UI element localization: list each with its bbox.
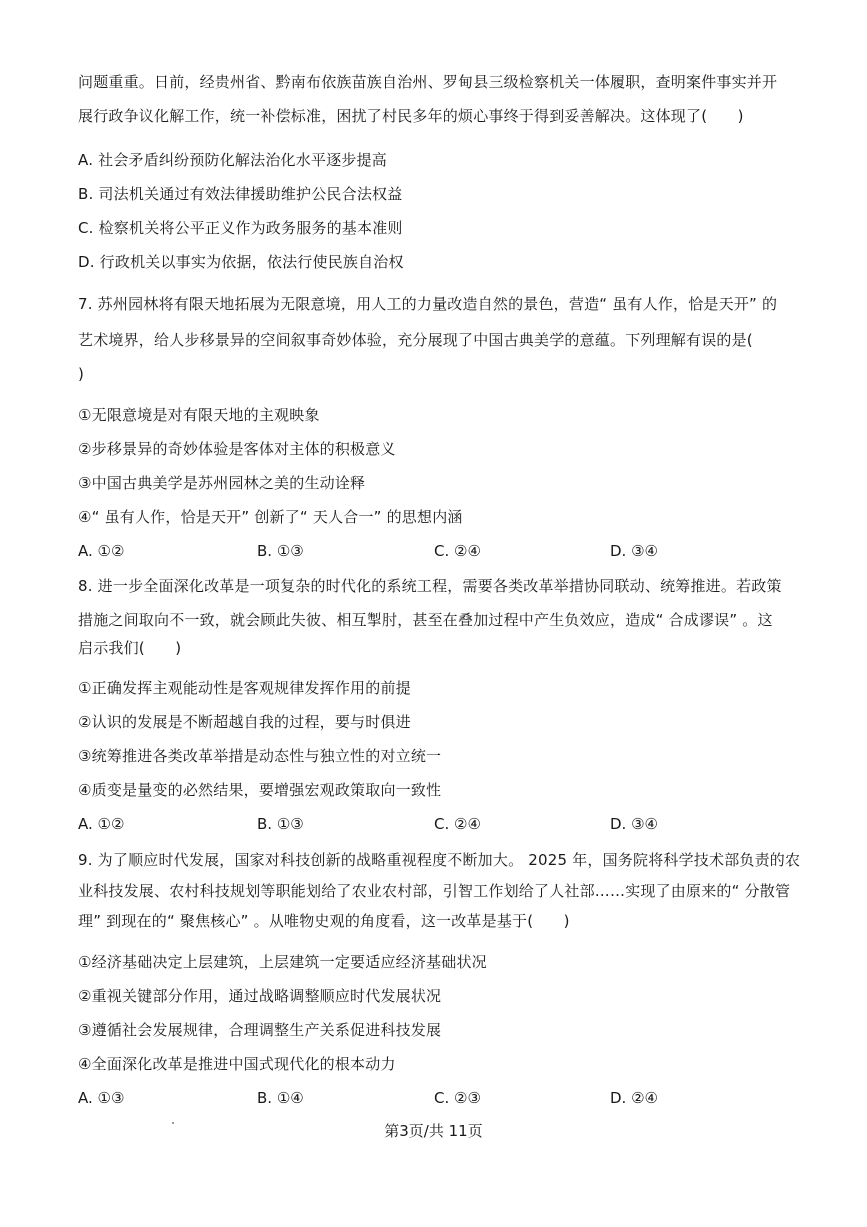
q9-statement-3: ③遵循社会发展规律，合理调整生产关系促进科技发展 xyxy=(78,1021,442,1039)
q9-text-line-2: 业科技发展、农村科技规划等职能划给了农业农村部，引智工作划给了人社部……实现了由原来的“ 分散管 xyxy=(78,882,791,900)
q9-choice-c: C. ②③ xyxy=(434,1089,481,1107)
q7-text-line-1: 7. 苏州园林将有限天地拓展为无限意境，用人工的力量改造自然的景色，营造“ 虽有人作，恰是天开” 的 xyxy=(78,295,778,313)
q8-choice-d: D. ③④ xyxy=(610,815,658,833)
q7-choice-a: A. ①② xyxy=(78,542,125,560)
q8-statement-1: ①正确发挥主观能动性是客观规律发挥作用的前提 xyxy=(78,679,411,697)
q9-choice-b: B. ①④ xyxy=(257,1089,304,1107)
q7-text-line-3: ) xyxy=(78,365,85,383)
q9-text-line-3: 理” 到现在的“ 聚焦核心” 。从唯物史观的角度看，这一改革是基于( ) xyxy=(78,912,570,930)
q9-text-line-1: 9. 为了顺应时代发展，国家对科技创新的战略重视程度不断加大。 2025 年，国务院将科学技术部负责的农 xyxy=(78,851,801,869)
q8-text-line-2: 措施之间取向不一致，就会顾此失彼、相互掣肘，甚至在叠加过程中产生负效应，造成“ 合成谬误” 。这 xyxy=(78,611,773,629)
q9-choice-d: D. ②④ xyxy=(610,1089,658,1107)
q6-option-c: C. 检察机关将公平正义作为政务服务的基本准则 xyxy=(78,219,403,237)
q7-choice-b: B. ①③ xyxy=(257,542,304,560)
q8-statement-3: ③统筹推进各类改革举措是动态性与独立性的对立统一 xyxy=(78,747,442,765)
q8-choice-b: B. ①③ xyxy=(257,815,304,833)
q6-text-line-1: 问题重重。日前，经贵州省、黔南布依族苗族自治州、罗甸县三级检察机关一体履职，查明案件事实并开 xyxy=(78,73,778,91)
q7-statement-3: ③中国古典美学是苏州园林之美的生动诠释 xyxy=(78,474,366,492)
q7-statement-4: ④“ 虽有人作，恰是天开” 创新了“ 天人合一” 的思想内涵 xyxy=(78,508,463,526)
q8-statement-4: ④质变是量变的必然结果，要增强宏观政策取向一致性 xyxy=(78,781,442,799)
page-number-footer: 第3页/共 11页 xyxy=(384,1122,483,1140)
q8-statement-2: ②认识的发展是不断超越自我的过程，要与时俱进 xyxy=(78,713,411,731)
q8-text-line-3: 启示我们( ) xyxy=(78,639,182,657)
q9-choice-a: A. ①③ xyxy=(78,1089,125,1107)
q7-statement-1: ①无限意境是对有限天地的主观映象 xyxy=(78,406,320,424)
q7-text-line-2: 艺术境界，给人步移景异的空间叙事奇妙体验，充分展现了中国古典美学的意蕴。下列理解有误的是( xyxy=(78,331,753,349)
q9-statement-2: ②重视关键部分作用，通过战略调整顺应时代发展状况 xyxy=(78,987,442,1005)
q8-choice-a: A. ①② xyxy=(78,815,125,833)
q7-choice-d: D. ③④ xyxy=(610,542,658,560)
q6-option-d: D. 行政机关以事实为依据，依法行使民族自治权 xyxy=(78,253,404,271)
q9-statement-1: ①经济基础决定上层建筑，上层建筑一定要适应经济基础状况 xyxy=(78,953,487,971)
q8-choice-c: C. ②④ xyxy=(434,815,481,833)
q6-option-b: B. 司法机关通过有效法律援助维护公民合法权益 xyxy=(78,185,403,203)
q6-text-line-2: 展行政争议化解工作，统一补偿标准，困扰了村民多年的烦心事终于得到妥善解决。这体现了( ) xyxy=(78,107,744,125)
q7-statement-2: ②步移景异的奇妙体验是客体对主体的积极意义 xyxy=(78,440,396,458)
q8-text-line-1: 8. 进一步全面深化改革是一项复杂的时代化的系统工程，需要各类改革举措协同联动、统筹推进。若政策 xyxy=(78,577,782,595)
q6-option-a: A. 社会矛盾纠纷预防化解法治化水平逐步提高 xyxy=(78,151,387,169)
q7-choice-c: C. ②④ xyxy=(434,542,481,560)
q9-statement-4: ④全面深化改革是推进中国式现代化的根本动力 xyxy=(78,1055,396,1073)
